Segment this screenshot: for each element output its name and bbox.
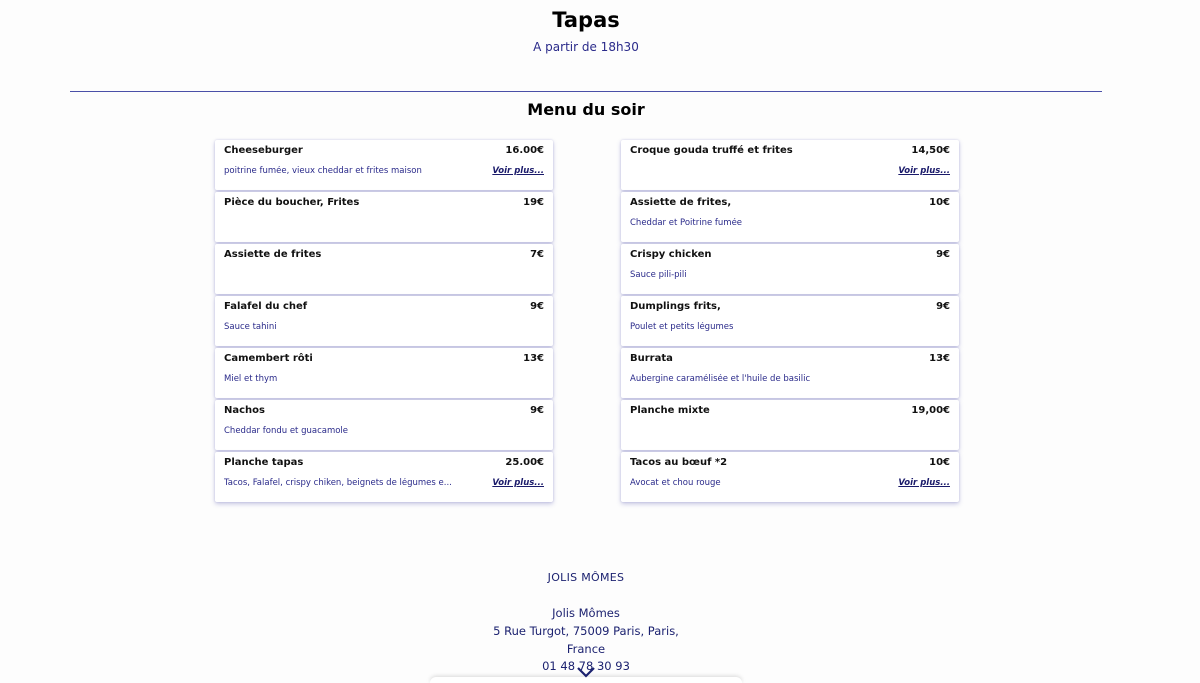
menu-item-price: 10€ xyxy=(929,197,950,208)
menu-item-name: Nachos xyxy=(224,405,265,416)
menu-item-price: 19,00€ xyxy=(911,405,950,416)
menu-item-price: 9€ xyxy=(936,301,950,312)
see-more-link[interactable]: Voir plus... xyxy=(898,166,950,176)
menu-item-description: Sauce tahini xyxy=(224,322,277,332)
menu-item-card[interactable] xyxy=(215,192,553,242)
menu-item-price: 14,50€ xyxy=(911,145,950,156)
menu-column-left xyxy=(215,140,553,504)
page-title: Tapas xyxy=(552,8,620,32)
see-more-link[interactable]: Voir plus... xyxy=(492,166,544,176)
page-subtitle: A partir de 18h30 xyxy=(533,40,639,54)
menu-item-name: Burrata xyxy=(630,353,673,364)
menu-item-name: Croque gouda truffé et frites xyxy=(630,145,793,156)
menu-item-card[interactable] xyxy=(621,296,959,346)
chevron-down-icon[interactable] xyxy=(575,664,597,680)
menu-item-name: Falafel du chef xyxy=(224,301,308,312)
brand-logo[interactable]: JOLIS MÔMES xyxy=(547,571,625,584)
menu-item-name: Dumplings frits, xyxy=(630,301,721,312)
menu-item-card[interactable] xyxy=(215,244,553,294)
menu-item-description: Avocat et chou rouge xyxy=(630,478,721,488)
menu-item-description: Aubergine caramélisée et l'huile de basilic xyxy=(630,374,811,384)
menu-item-name: Cheeseburger xyxy=(224,145,303,156)
menu-item-card[interactable] xyxy=(621,452,959,502)
menu-item-description: Cheddar fondu et guacamole xyxy=(224,426,349,436)
menu-item-card[interactable] xyxy=(621,244,959,294)
menu-item-name: Planche tapas xyxy=(224,457,304,468)
menu-item-price: 13€ xyxy=(523,353,544,364)
menu-item-description: Cheddar et Poitrine fumée xyxy=(630,218,743,228)
menu-item-card[interactable] xyxy=(621,348,959,398)
menu-item-price: 19€ xyxy=(523,197,544,208)
menu-item-price: 9€ xyxy=(936,249,950,260)
footer-phone[interactable]: 01 48 78 30 93 xyxy=(542,659,630,673)
menu-item-name: Tacos au bœuf *2 xyxy=(630,457,728,468)
menu-item-price: 25.00€ xyxy=(505,457,544,468)
footer-address-line2: France xyxy=(566,642,606,656)
menu-item-description: poitrine fumée, vieux cheddar et frites maison xyxy=(224,166,422,176)
section-title: Menu du soir xyxy=(527,100,645,119)
menu-item-name: Planche mixte xyxy=(630,405,710,416)
footer-address-line1: 5 Rue Turgot, 75009 Paris, Paris, xyxy=(493,624,679,638)
menu-item-card[interactable] xyxy=(215,348,553,398)
menu-item-description: Tacos, Falafel, crispy chiken, beignets de légumes e... xyxy=(224,478,452,488)
menu-item-card[interactable] xyxy=(621,140,959,190)
menu-item-price: 13€ xyxy=(929,353,950,364)
menu-item-name: Assiette de frites, xyxy=(630,197,732,208)
menu-column-right xyxy=(621,140,959,504)
see-more-link[interactable]: Voir plus... xyxy=(898,478,950,488)
divider xyxy=(70,91,1102,92)
menu-item-price: 10€ xyxy=(929,457,950,468)
menu-item-card[interactable] xyxy=(215,400,553,450)
menu-item-card[interactable] xyxy=(621,192,959,242)
menu-item-price: 9€ xyxy=(530,405,544,416)
footer-restaurant-name: Jolis Mômes xyxy=(552,606,620,620)
menu-item-name: Camembert rôti xyxy=(224,353,313,364)
menu-item-description: Poulet et petits légumes xyxy=(630,322,734,332)
menu-item-price: 7€ xyxy=(530,249,544,260)
menu-item-card[interactable] xyxy=(621,400,959,450)
menu-item-description: Sauce pili-pili xyxy=(630,270,687,280)
menu-item-price: 9€ xyxy=(530,301,544,312)
menu-item-card[interactable] xyxy=(215,140,553,190)
see-more-link[interactable]: Voir plus... xyxy=(492,478,544,488)
menu-item-card[interactable] xyxy=(215,296,553,346)
menu-item-price: 16.00€ xyxy=(505,145,544,156)
menu-item-name: Assiette de frites xyxy=(224,249,322,260)
menu-item-card[interactable] xyxy=(215,452,553,502)
menu-item-name: Crispy chicken xyxy=(630,249,712,260)
menu-item-description: Miel et thym xyxy=(224,374,278,384)
menu-item-name: Pièce du boucher, Frites xyxy=(224,197,360,208)
